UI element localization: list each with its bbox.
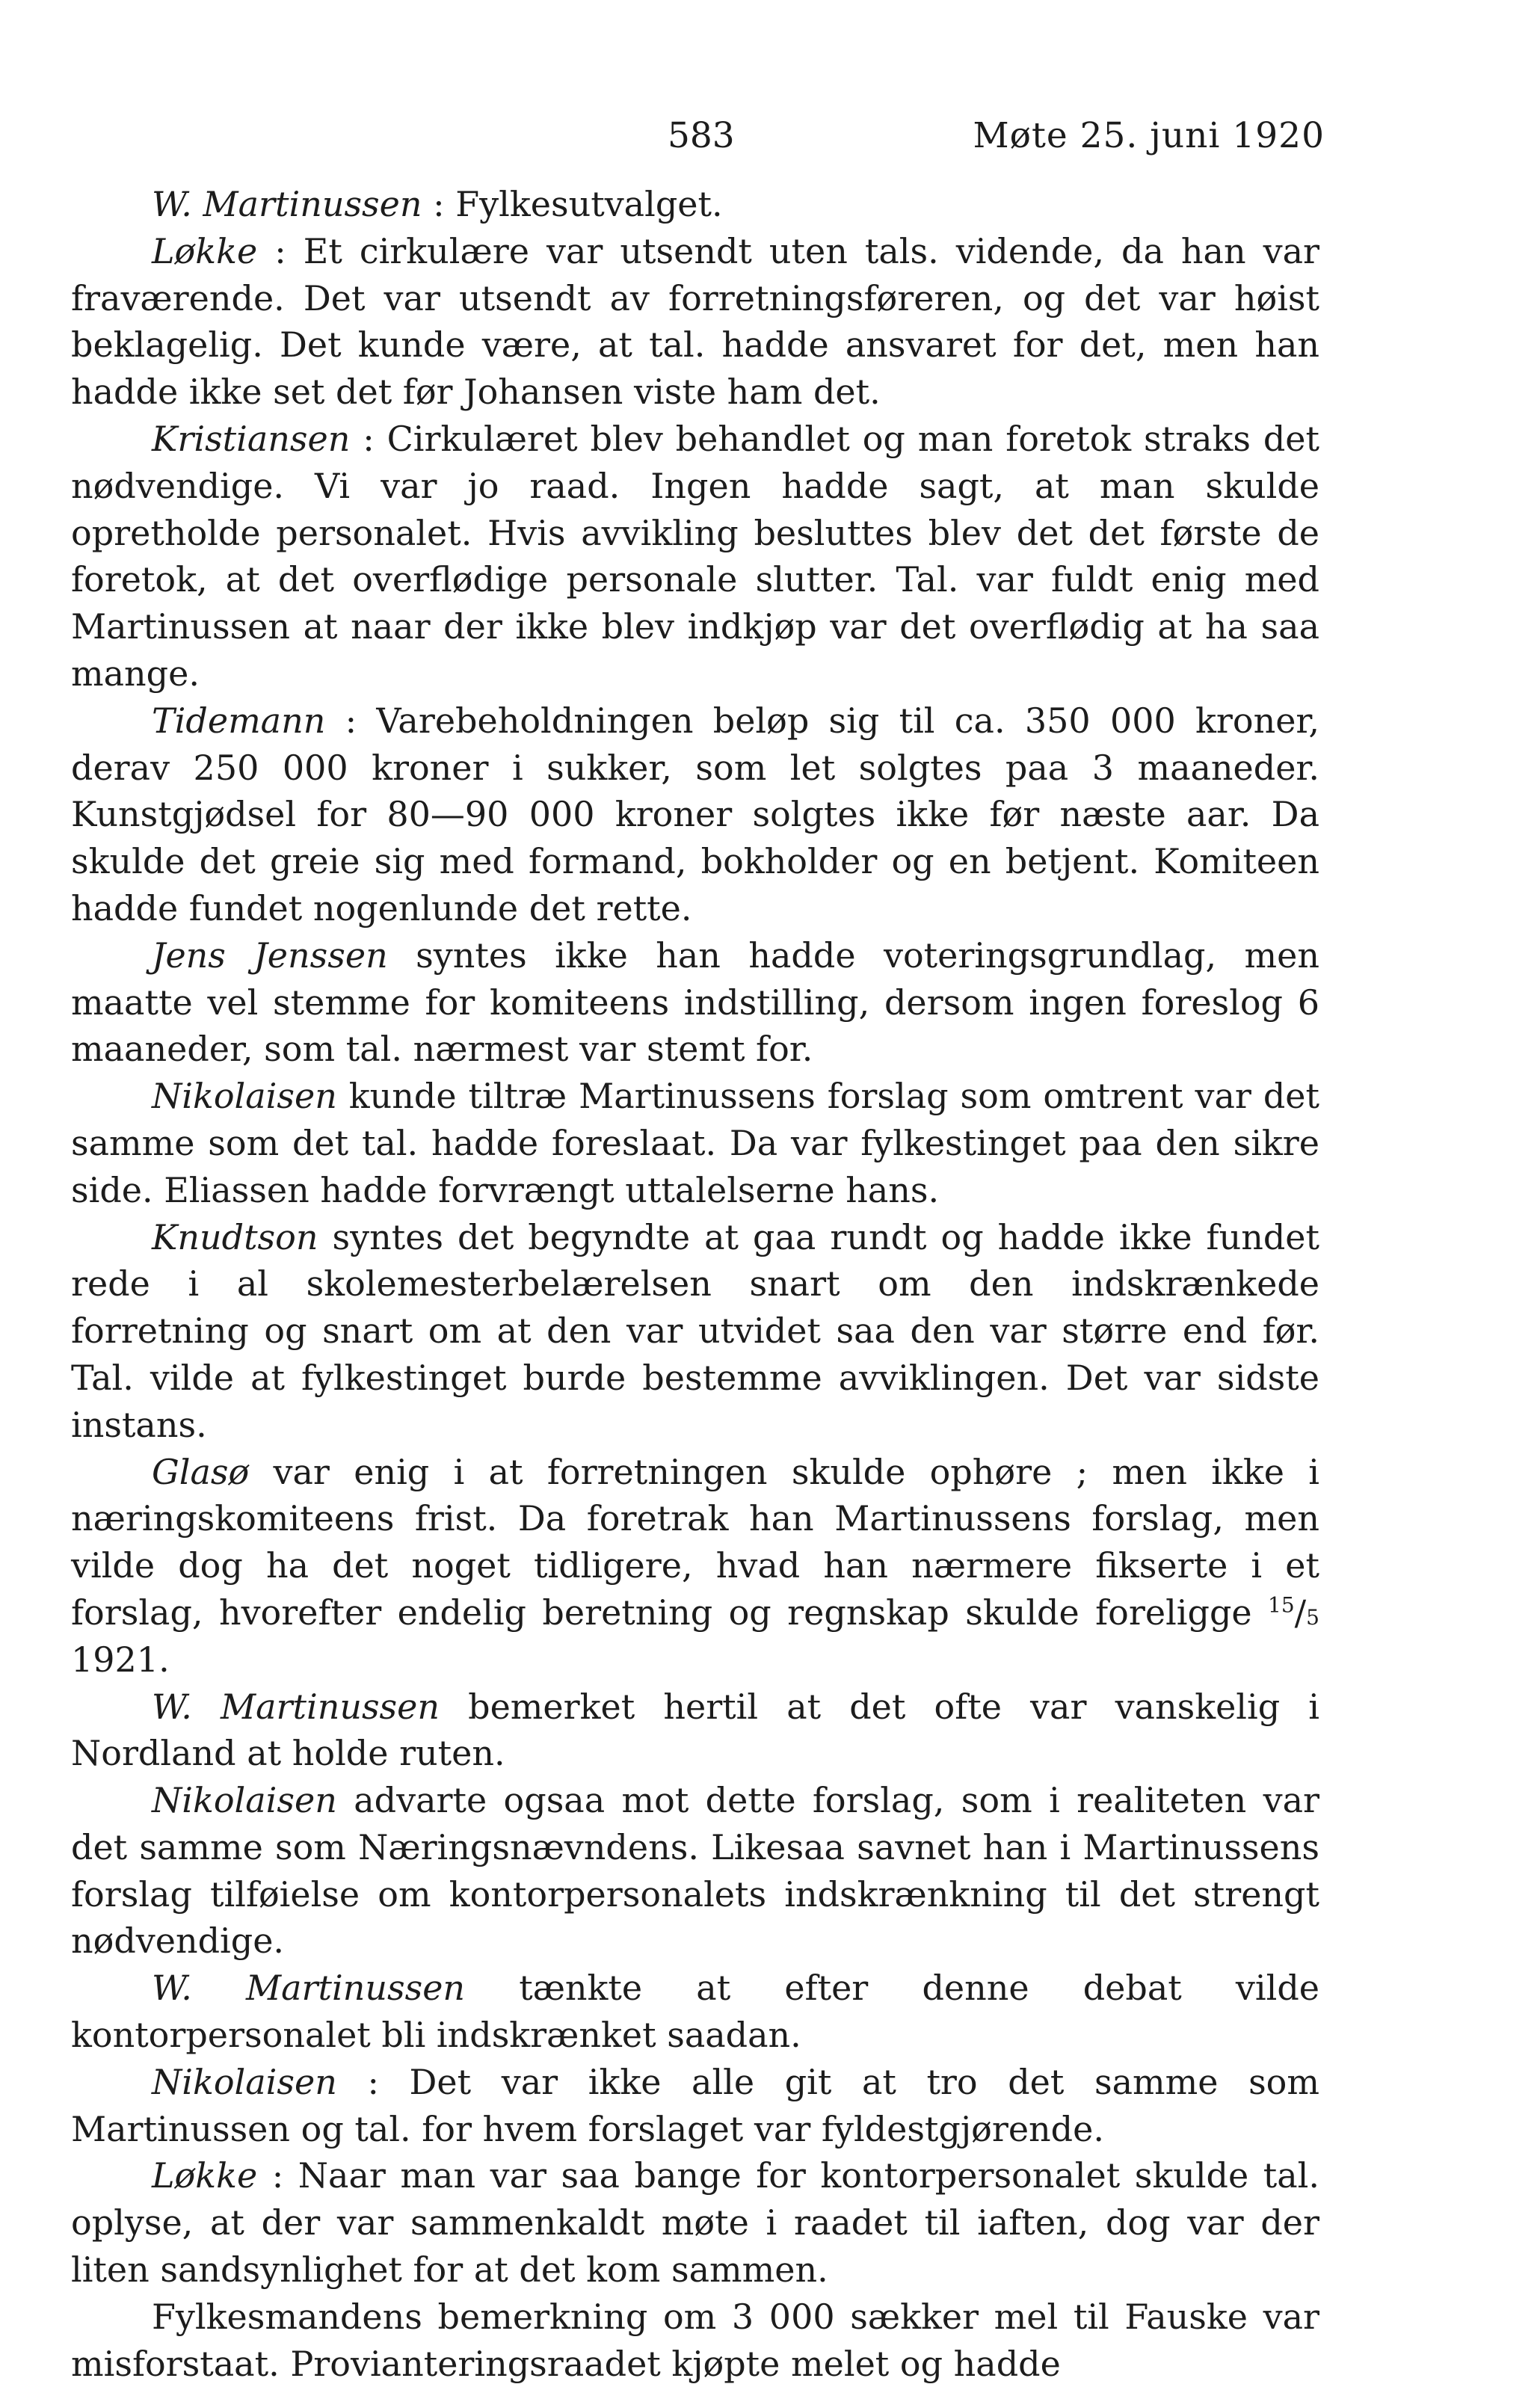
separator	[465, 1968, 519, 2008]
speaker-name: W. Martinussen	[152, 1968, 466, 2009]
date-numerator: 15	[1268, 1592, 1295, 1618]
separator: :	[257, 230, 304, 271]
speaker-name: Nikolaisen	[152, 1780, 337, 1821]
separator: :	[350, 418, 387, 459]
page-header	[0, 106, 1540, 166]
separator: :	[422, 184, 456, 224]
separator	[249, 1452, 273, 1492]
paragraph	[71, 181, 1319, 228]
paragraph	[71, 1073, 1319, 1213]
separator	[337, 1780, 354, 1820]
paragraph-text: Et cirkulære var utsendt uten tals. vidende, da han var fraværende. Det var utsendt av forretningsføreren, og det var høist beklagelig. Det kunde være, at tal. hadde ansvaret for det, men han hadde ikke set det før Johansen viste ham det.	[71, 230, 1319, 413]
separator	[440, 1687, 468, 1727]
paragraph	[71, 1214, 1319, 1449]
speaker-name: Jens Jenssen	[152, 934, 388, 976]
paragraph-text: syntes det begyndte at gaa rundt og hadde ikke fundet rede i al skolemesterbelærelsen snart om den indskrænkede forretning og snart om at den var utvidet saa den var større end før. Tal. vilde at fylkestinget burde bestemme avviklingen. Det var sidste instans.	[71, 1216, 1319, 1445]
paragraph-text: tænkte at efter denne debat vilde kontorpersonalet bli indskrænket saadan.	[71, 1968, 1319, 2056]
paragraph-text: Det var ikke alle git at tro det samme som Martinussen og tal. for hvem forslaget var fyldestgjørende.	[71, 2061, 1319, 2149]
date-denominator: 5	[1306, 1604, 1319, 1630]
speaker-name: Nikolaisen	[152, 2061, 337, 2102]
speaker-name: Nikolaisen	[152, 1076, 337, 1117]
running-head: Møte 25. juni 1920	[973, 115, 1325, 156]
speaker-name: Glasø	[152, 1451, 250, 1492]
paragraph-text: Cirkulæret blev behandlet og man foretok straks det nødvendige. Vi var jo raad. Ingen hadde sagt, at man skulde opretholde personalet. Hvis avvikling besluttes blev det det første de foretok, at det overflødige personale slutter. Tal. var fuldt enig med Martinussen at naar der ikke blev indkjøp var det overflødig at ha saa mange.	[71, 418, 1320, 694]
paragraph	[71, 416, 1319, 697]
separator: :	[325, 700, 377, 741]
paragraph	[71, 1777, 1319, 1965]
paragraph	[71, 2152, 1319, 2293]
separator	[318, 1217, 332, 1257]
page-number: 583	[668, 115, 735, 156]
paragraph-text: Naar man var saa bange for kontorpersonalet skulde tal. oplyse, at der var sammenkaldt møte i raadet til iaften, dog var der liten sandsynlighet for at det kom sammen.	[71, 2155, 1319, 2291]
paragraph	[71, 697, 1319, 932]
paragraph	[71, 2059, 1319, 2153]
paragraph	[71, 1965, 1319, 2059]
paragraph-text: syntes ikke han hadde voteringsgrundlag, men maatte vel stemme for komiteens indstilling, dersom ingen foreslog 6 maaneder, som tal. nærmest var stemt for.	[71, 934, 1320, 1070]
paragraph	[71, 228, 1319, 416]
body-text	[71, 181, 1319, 2387]
separator	[388, 935, 416, 976]
paragraph-text: kunde tiltræ Martinussens forslag som omtrent var det samme som det tal. hadde foreslaat. Da var fylkestinget paa den sikre side. Eliassen hadde forvrængt uttalelserne hans.	[71, 1076, 1319, 1210]
paragraph-text: bemerket hertil at det ofte var vanskelig i Nordland at holde ruten.	[71, 1686, 1320, 1774]
separator: :	[336, 2061, 410, 2102]
paragraph	[71, 1684, 1319, 1778]
speaker-name: Løkke	[152, 230, 258, 271]
speaker-name: Løkke	[152, 2155, 258, 2196]
paragraph-text-tail: 1921.	[71, 1639, 170, 1680]
paragraph-text: Varebeholdningen beløp sig til ca. 350 000 kroner, derav 250 000 kroner i sukker, som let solgtes paa 3 maaneder. Kunstgjødsel for 80—90 000 kroner solgtes ikke før næste aar. Da skulde det greie sig med formand, bokholder og en betjent. Komiteen hadde fundet nogenlunde det rette.	[71, 700, 1319, 928]
paragraph-text: Fylkesutvalget.	[455, 184, 723, 224]
paragraph-text: var enig i at forretningen skulde ophøre ; men ikke i næringskomiteens frist. Da foretrak han Martinussens forslag, men vilde dog ha det noget tidligere, hvad han nærmere fikserte i et forslag, hvorefter endelig beretning og regnskap skulde foreligge	[71, 1451, 1319, 1633]
paragraph	[71, 2294, 1319, 2387]
speaker-name: Knudtson	[152, 1216, 318, 1257]
speaker-name: W. Martinussen	[152, 184, 422, 224]
paragraph: Glasø var enig i at forretningen skulde ophøre ; men ikke i næringskomiteens frist. Da foretrak han Martinussens forslag, men vilde dog ha det noget tidligere, hvad han nærmere fikserte i et forslag, hvorefter endelig beretning og regnskap skulde foreligge $^{15}$/5 1921.	[71, 1451, 1319, 1680]
speaker-name: Tidemann	[152, 700, 326, 741]
speaker-name: Kristiansen	[152, 418, 351, 459]
paragraph	[71, 932, 1319, 1073]
separator: :	[257, 2155, 298, 2196]
paragraph-text: Fylkesmandens bemerkning om 3 000 sækker mel til Fauske var misforstaat. Provianteringsraadet kjøpte melet og hadde	[71, 2296, 1319, 2384]
separator	[337, 1076, 349, 1116]
paragraph-text: advarte ogsaa mot dette forslag, som i realiteten var det samme som Næringsnævndens. Likesaa savnet han i Martinussens forslag tilføielse om kontorpersonalets indskrænkning til det strengt nødvendige.	[71, 1780, 1320, 1962]
speaker-name: W. Martinussen	[152, 1686, 440, 1727]
